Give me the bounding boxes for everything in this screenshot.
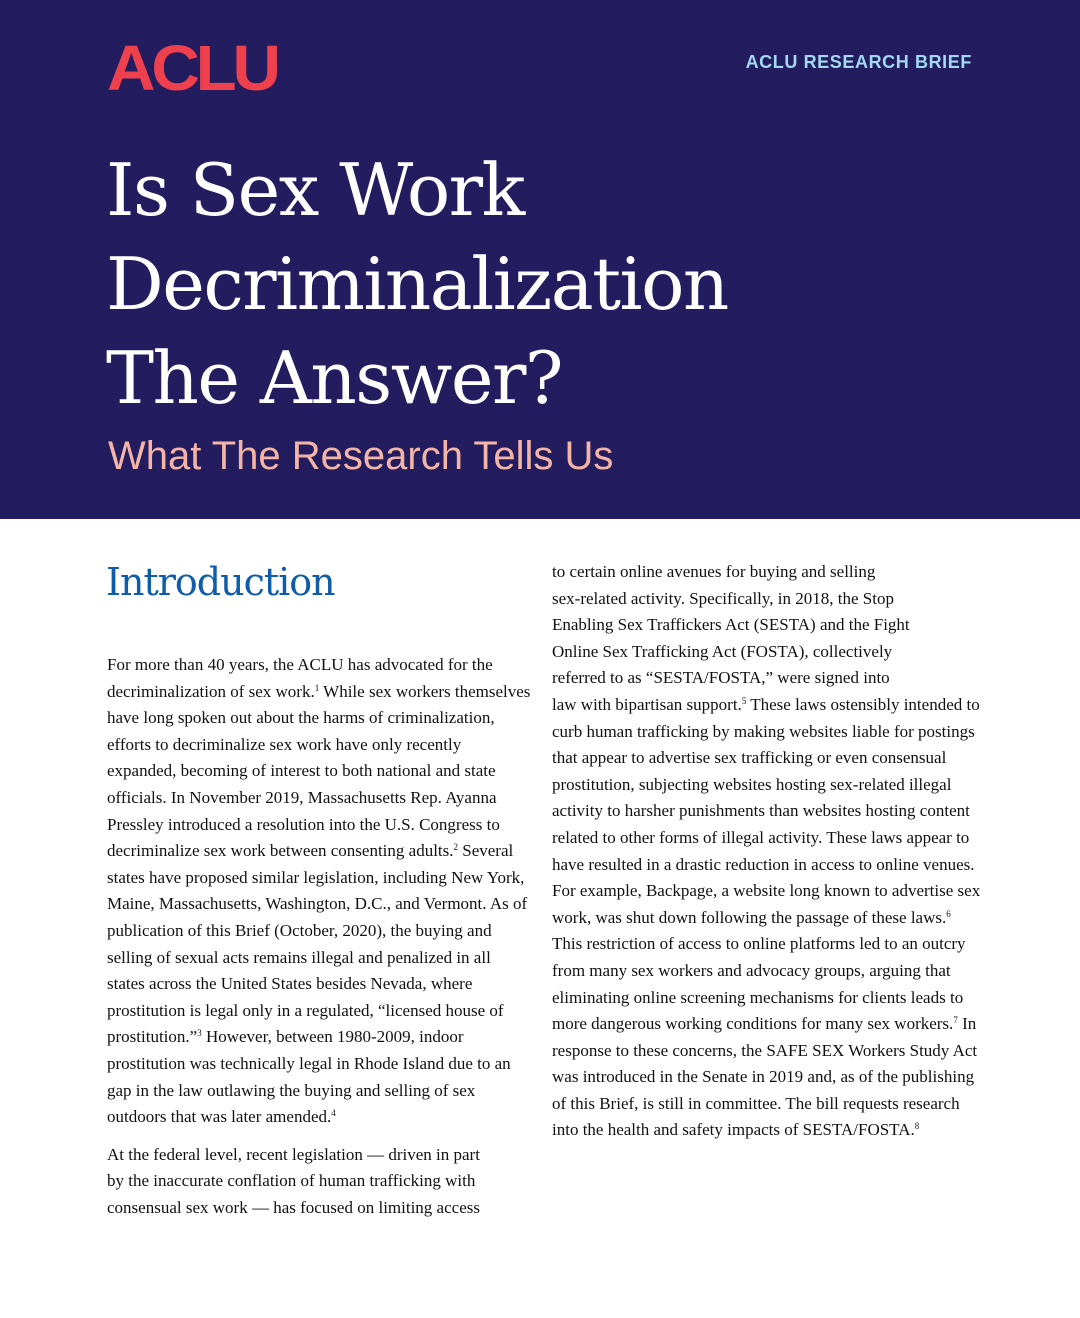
footnote-ref-3: 3: [197, 1028, 202, 1039]
text-run: However, between 1980-2009, indoor prostitution was technically legal in Rhode Island due to an gap in the law outlawing the buying and selling of sex outdoors that was later amended.: [107, 1027, 511, 1127]
header-banner: [0, 0, 1080, 519]
page-title: [106, 143, 1006, 425]
text-run: These laws ostensibly intended to curb human trafficking by making websites liable for postings that appear to advertise sex trafficking or even consensual prostitution, subjecting websites hosting sex-related illegal activity to harsher punishments than websites hosting content related to other forms of illegal activity. These laws appear to have resulted in a drastic reduction in access to online venues. For example, Backpage, a website long known to advertise sex work, was shut down following the passage of these laws.: [552, 694, 981, 927]
text-line: by the inaccurate conflation of human trafficking with: [107, 1171, 476, 1191]
page-subtitle: What The Research Tells Us: [108, 434, 614, 478]
text-line: sex-related activity. Specifically, in 2018, the Stop: [552, 588, 894, 608]
text-line: referred to as “SESTA/FOSTA,” were signed into: [552, 668, 890, 688]
paragraph-2: [107, 1142, 531, 1222]
text-run: In response to these concerns, the SAFE SEX Workers Study Act was introduced in the Senate in 2019 and, as of the publishing of this Brief, is still in committee. The bill requests research into the health and safety impacts of SESTA/FOSTA.: [552, 1014, 978, 1140]
text-run: Several states have proposed similar legislation, including New York, Maine, Massachusetts, Washington, D.C., and Vermont. As of publication of this Brief (October, 2020), the buying and selling of sexual acts remains illegal and penalized in all states across the United States besides Nevada, where prostitution is legal only in a regulated, “licensed house of prostitution.”: [107, 841, 528, 1047]
text-line: Online Sex Trafficking Act (FOSTA), collectively: [552, 641, 893, 661]
text-line: consensual sex work — has focused on limiting access: [107, 1197, 480, 1217]
footnote-ref-1: 1: [314, 682, 320, 693]
text-run: For more than 40 years, the ACLU has advocated for the decriminalization of sex work.: [107, 655, 493, 701]
aclu-logo: ACLU: [107, 32, 277, 104]
footnote-ref-8: 8: [914, 1121, 920, 1132]
body-column-left: [107, 652, 531, 1221]
text-line: Enabling Sex Traffickers Act (SESTA) and the Fight: [552, 615, 910, 635]
footnote-ref-4: 4: [331, 1108, 336, 1119]
title-line-1: Is Sex Work: [106, 148, 524, 232]
footnote-ref-6: 6: [946, 908, 951, 919]
section-heading: Introduction: [106, 560, 335, 604]
text-run: While sex workers themselves have long spoken out about the harms of criminalization, efforts to decriminalize sex work have only recently expanded, becoming of interest to both national and state officials. In November 2019, Massachusetts Rep. Ayanna Pressley introduced a resolution into the U.S. Congress to decriminalize sex work between consenting adults.: [107, 681, 531, 861]
title-line-2: Decriminalization: [106, 242, 728, 326]
body-column-right: [552, 559, 982, 1144]
paragraph-1: [107, 652, 531, 1131]
text-line: to certain online avenues for buying and selling: [552, 562, 876, 581]
footnote-ref-7: 7: [953, 1015, 958, 1026]
paragraph-2-continued: [552, 559, 982, 1144]
footnote-ref-5: 5: [741, 695, 747, 706]
text-line: At the federal level, recent legislation — driven in part: [107, 1144, 480, 1164]
title-line-3: The Answer?: [106, 336, 562, 420]
text-run: [107, 1145, 480, 1217]
footnote-ref-2: 2: [453, 842, 458, 853]
text-line: law with bipartisan support.: [552, 694, 742, 714]
text-run: This restriction of access to online platforms led to an outcry from many sex workers and advocacy groups, arguing that eliminating online screening mechanisms for clients leads to more dangerous working conditions for many sex workers.: [552, 934, 966, 1034]
brief-label: ACLU RESEARCH BRIEF: [745, 52, 972, 72]
